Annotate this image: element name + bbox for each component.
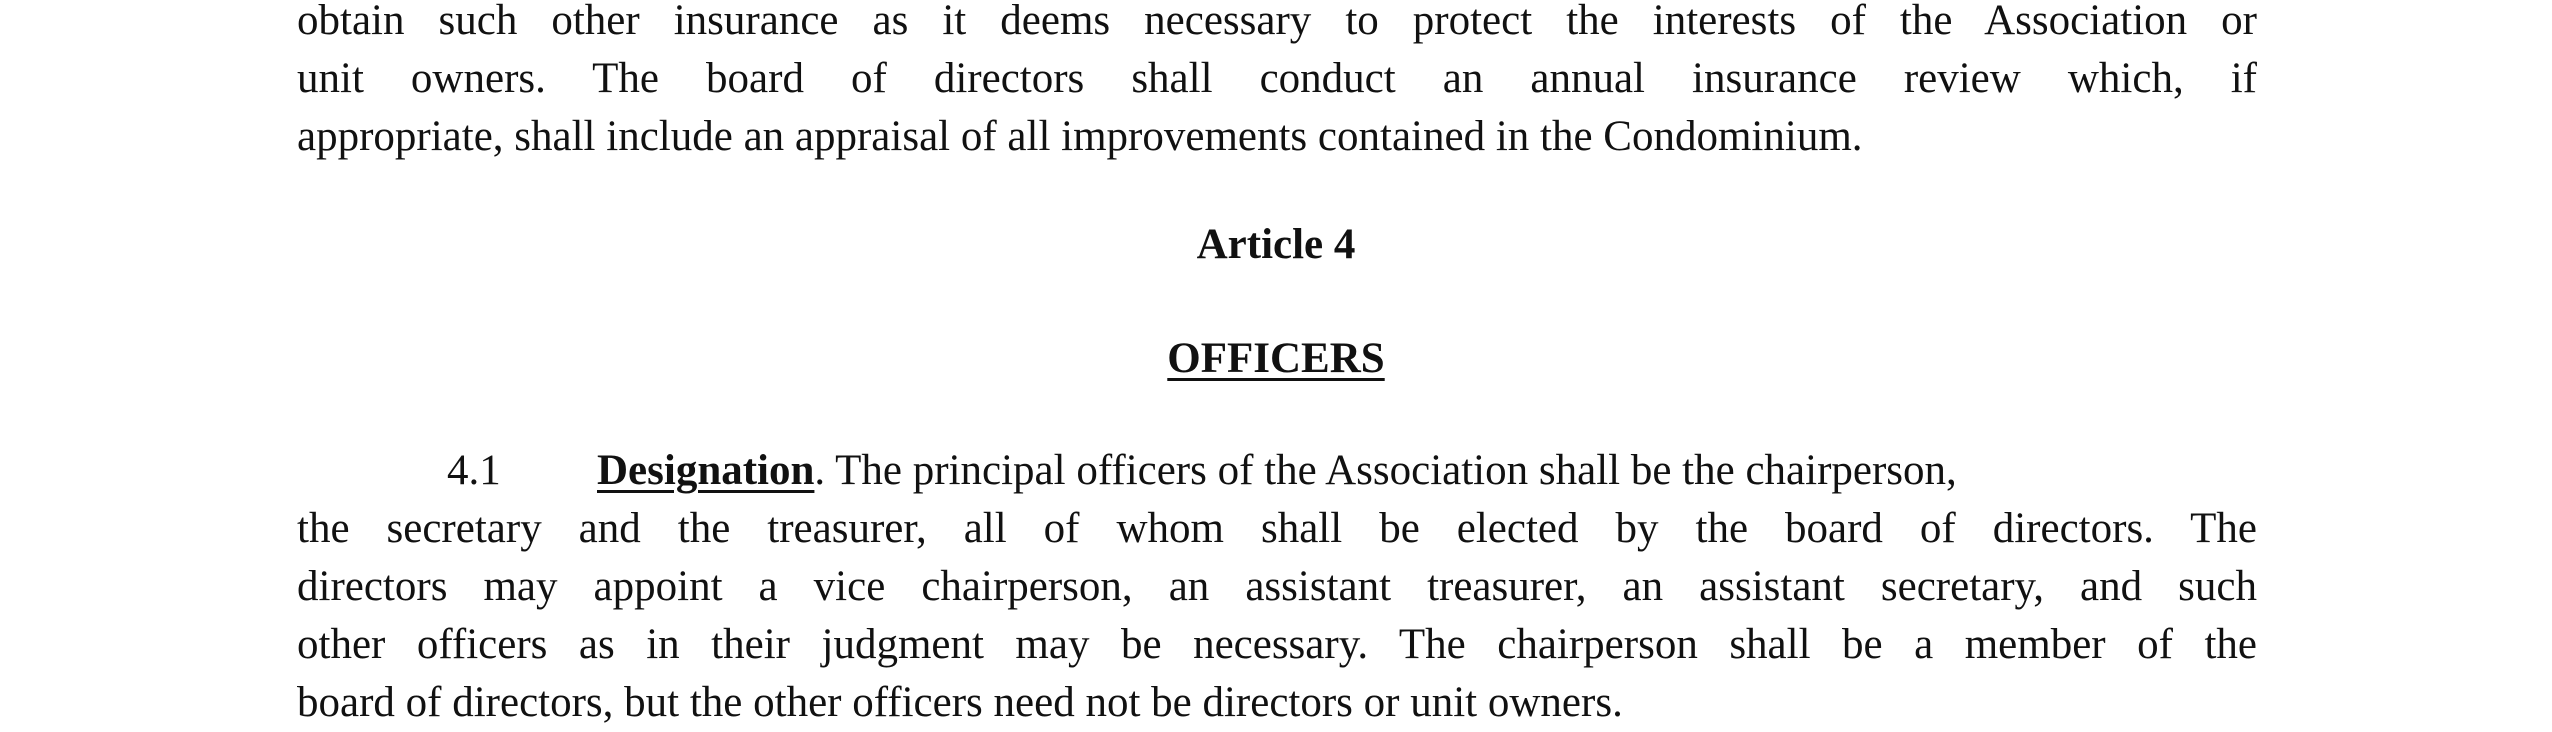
paragraph-first-line [297, 442, 2257, 500]
paragraph-line: directors may appoint a vice chairperson, an assistant treasurer, an assistant secretary, and such [297, 563, 2257, 610]
section-title: Designation [597, 447, 815, 494]
insurance-paragraph [297, 0, 2257, 166]
article-heading: Article 4 [1196, 221, 1356, 268]
paragraph-line: obtain such other insurance as it deems necessary to protect the interests of the Association or [297, 0, 2257, 44]
article-title: OFFICERS [1167, 335, 1385, 382]
paragraph-line: appropriate, shall include an appraisal of all improvements contained in the Condominium. [297, 113, 1863, 160]
section-number: 4.1 [447, 447, 501, 494]
paragraph-line: unit owners. The board of directors shall conduct an annual insurance review which, if [297, 55, 2257, 102]
section-designation-paragraph [297, 442, 2257, 732]
paragraph-text: . The principal officers of the Association shall be the chairperson, [814, 447, 1957, 494]
paragraph-line: board of directors, but the other officers need not be directors or unit owners. [297, 679, 1623, 726]
paragraph-line: the secretary and the treasurer, all of whom shall be elected by the board of directors. The [297, 505, 2257, 552]
paragraph-line: other officers as in their judgment may be necessary. The chairperson shall be a member of the [297, 621, 2257, 668]
